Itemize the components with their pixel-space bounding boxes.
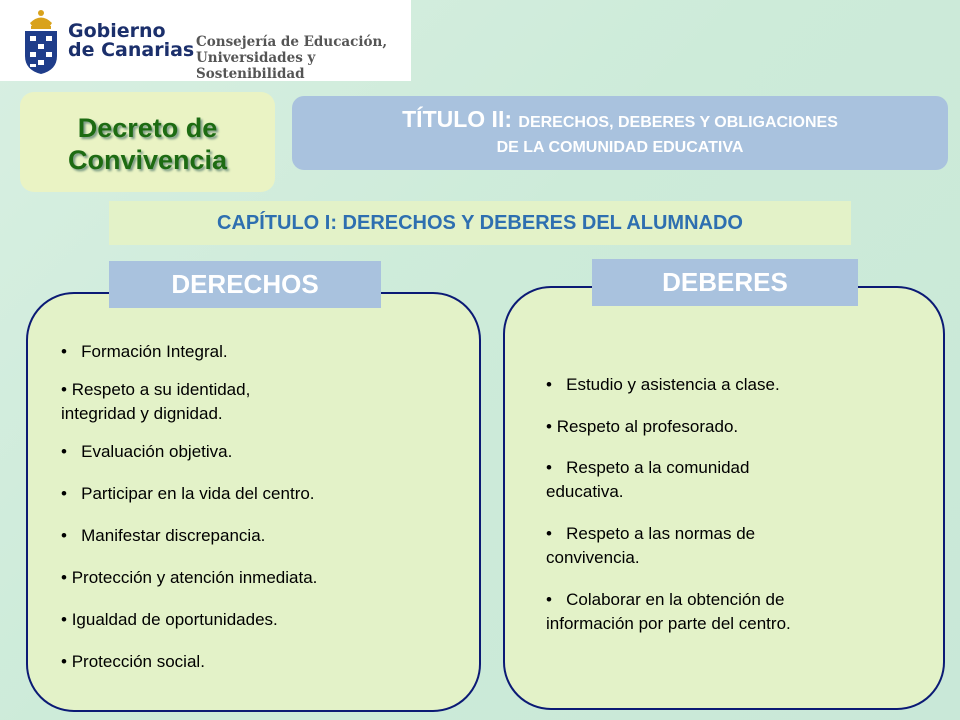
capitulo-banner: CAPÍTULO I: DERECHOS Y DEBERES DEL ALUMNADO bbox=[109, 201, 851, 245]
list-item: • Respeto a su identidad, integridad y dignidad. bbox=[61, 380, 251, 423]
gov-line2: de Canarias bbox=[68, 39, 195, 61]
list-item: • Respeto al profesorado. bbox=[546, 417, 739, 436]
consejeria-line2: Universidades y Sostenibilidad bbox=[196, 50, 316, 82]
consejeria-name bbox=[196, 34, 411, 82]
gov-line1: Gobierno bbox=[68, 20, 166, 42]
list-item: • Formación Integral. bbox=[61, 342, 228, 361]
gobierno-canarias-name bbox=[68, 22, 194, 60]
list-item: • Respeto a las normas de convivencia. bbox=[546, 524, 756, 567]
titulo-line1-rest: DERECHOS, DEBERES Y OBLIGACIONES bbox=[518, 114, 838, 131]
list-item: • Igualdad de oportunidades. bbox=[61, 610, 278, 629]
list-item: • Colaborar en la obtención de información por parte del centro. bbox=[546, 590, 791, 633]
consejeria-line1: Consejería de Educación, bbox=[196, 34, 388, 50]
list-item: • Protección social. bbox=[61, 652, 205, 671]
decreto-line2: Convivencia bbox=[67, 145, 228, 175]
titulo-prefix: TÍTULO II: bbox=[402, 106, 512, 132]
list-item: • Estudio y asistencia a clase. bbox=[546, 375, 780, 394]
decreto-line1: Decreto de bbox=[77, 113, 218, 143]
titulo-banner bbox=[292, 96, 948, 170]
derechos-list bbox=[61, 340, 471, 674]
list-item: • Manifestar discrepancia. bbox=[61, 526, 266, 545]
canarias-crest-icon bbox=[20, 6, 62, 76]
deberes-tab: DEBERES bbox=[592, 259, 858, 306]
titulo-line2: DE LA COMUNIDAD EDUCATIVA bbox=[496, 139, 744, 156]
list-item: • Respeto a la comunidad educativa. bbox=[546, 458, 750, 501]
deberes-list bbox=[546, 373, 936, 636]
decreto-title bbox=[40, 112, 255, 176]
list-item: • Protección y atención inmediata. bbox=[61, 568, 318, 587]
titulo-line1 bbox=[292, 105, 948, 137]
list-item: • Evaluación objetiva. bbox=[61, 442, 233, 461]
logo-header bbox=[0, 0, 411, 81]
list-item: • Participar en la vida del centro. bbox=[61, 484, 315, 503]
derechos-tab: DERECHOS bbox=[109, 261, 381, 308]
